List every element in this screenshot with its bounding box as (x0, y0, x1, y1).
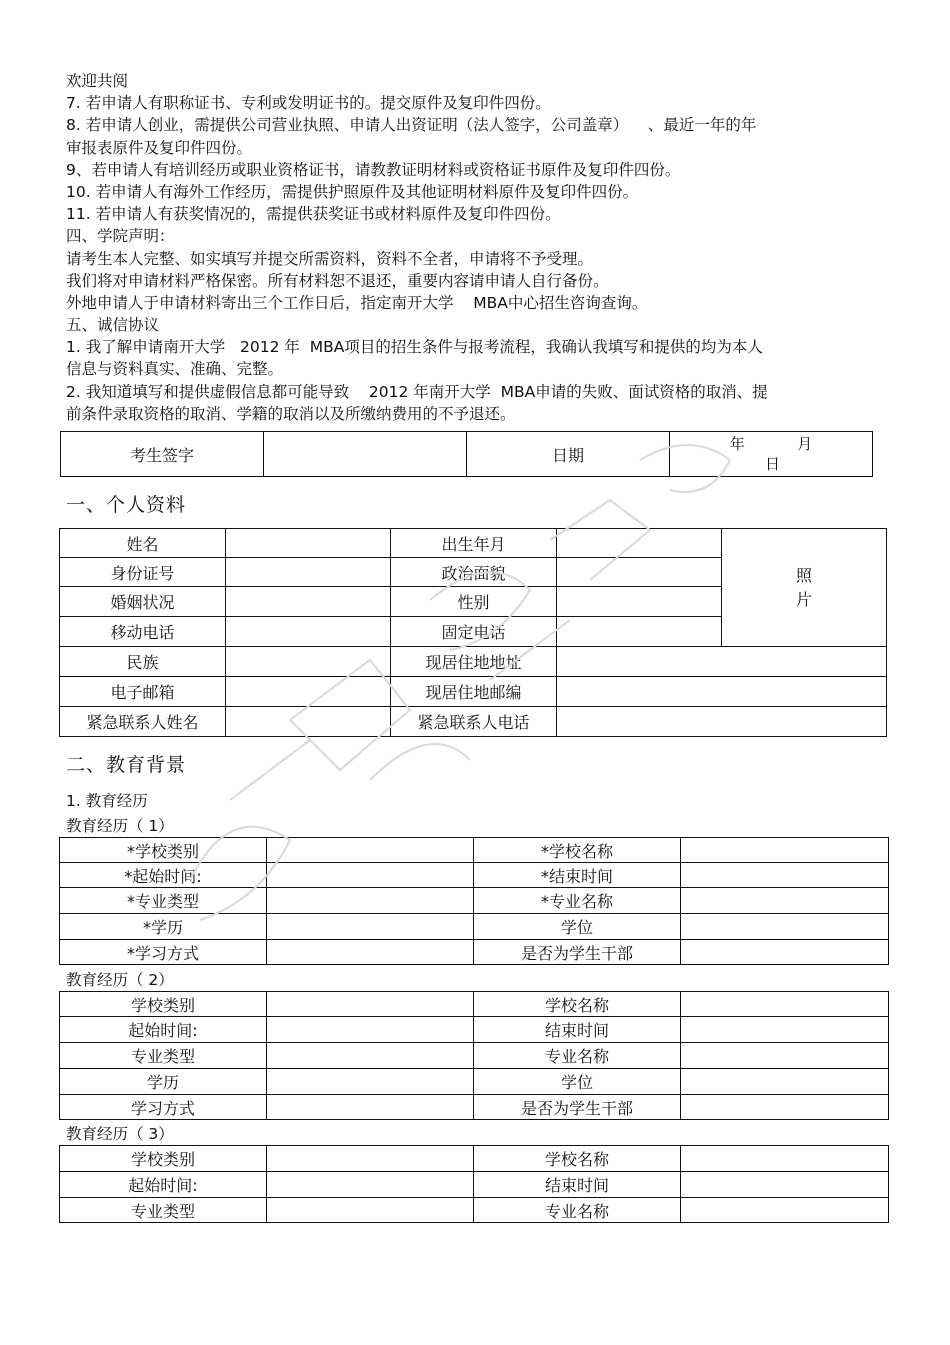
text-line: 外地申请人于申请材料寄出三个工作日后，指定南开大学 MBA中心招生咨询查询。 (66, 293, 648, 312)
text-line: 前条件录取资格的取消、学籍的取消以及所缴纳费用的不予退还。 (66, 404, 516, 423)
education-table-3 (59, 1145, 889, 1223)
field-label: 性别 (391, 587, 557, 617)
instruction-text (66, 70, 896, 425)
input-cell[interactable] (681, 888, 889, 914)
personal-info-table (59, 528, 887, 737)
text-line: 五、诚信协议 (66, 316, 160, 335)
input-cell[interactable] (267, 838, 474, 863)
photo-label: 片 (795, 589, 812, 609)
field-label: 学历 (60, 1069, 267, 1095)
photo-label: 照 (795, 565, 812, 585)
field-label: *专业名称 (474, 888, 681, 914)
input-cell[interactable] (557, 529, 722, 558)
input-cell[interactable] (267, 914, 474, 940)
field-label: 结束时间 (474, 1172, 681, 1198)
field-label: 专业名称 (474, 1198, 681, 1223)
input-cell[interactable] (681, 1146, 889, 1172)
field-label: *起始时间: (60, 863, 267, 888)
text-line: 1. 我了解申请南开大学 2012 年 MBA项目的招生条件与报考流程，我确认我填写和提供的均为本人 (66, 338, 763, 357)
signature-table (60, 431, 873, 477)
field-label: *学校类别 (60, 838, 267, 863)
text-line: 四、学院声明： (66, 227, 175, 246)
input-cell[interactable] (681, 940, 889, 965)
input-cell[interactable] (681, 1172, 889, 1198)
text-line: 信息与资料真实、准确、完整。 (66, 360, 284, 379)
field-label: 学位 (474, 1069, 681, 1095)
field-label: *学历 (60, 914, 267, 940)
field-label: 专业类型 (60, 1043, 267, 1069)
field-label: *学习方式 (60, 940, 267, 965)
input-cell[interactable] (267, 1043, 474, 1069)
input-cell[interactable] (557, 617, 722, 647)
text-line: 请考生本人完整、如实填写并提交所需资料，资料不全者，申请将不予受理。 (66, 249, 594, 268)
input-cell[interactable] (267, 992, 474, 1017)
field-label: 学校类别 (60, 992, 267, 1017)
section-education-title: 二、教育背景 (66, 754, 187, 776)
input-cell[interactable] (226, 647, 391, 677)
input-cell[interactable] (267, 888, 474, 914)
field-label: 民族 (60, 647, 226, 677)
field-label: 固定电话 (391, 617, 557, 647)
input-cell[interactable] (681, 1095, 889, 1120)
field-label: 学习方式 (60, 1095, 267, 1120)
input-cell[interactable] (267, 1146, 474, 1172)
field-label: *学校名称 (474, 838, 681, 863)
text-line: 9、若申请人有培训经历或职业资格证书，请教教证明材料或资格证书原件及复印件四份。 (66, 160, 681, 179)
field-label: 政治面貌 (391, 558, 557, 587)
field-label: 移动电话 (60, 617, 226, 647)
education-table-title: 教育经历（ 1） (66, 817, 174, 835)
education-heading: 1. 教育经历 (66, 792, 148, 810)
field-label: 学校名称 (474, 992, 681, 1017)
input-cell[interactable] (226, 707, 391, 737)
date-field[interactable] (670, 432, 873, 477)
input-cell[interactable] (226, 558, 391, 587)
field-label: 专业类型 (60, 1198, 267, 1223)
education-table-2 (59, 991, 889, 1120)
input-cell[interactable] (267, 940, 474, 965)
input-cell[interactable] (681, 1017, 889, 1043)
date-year-month: 年 月 (729, 435, 813, 453)
education-table-title: 教育经历（ 3） (66, 1125, 174, 1143)
field-label: 结束时间 (474, 1017, 681, 1043)
field-label: 学校类别 (60, 1146, 267, 1172)
photo-cell[interactable] (722, 529, 887, 647)
field-label: 紧急联系人电话 (391, 707, 557, 737)
text-line: 8. 若申请人创业，需提供公司营业执照、申请人出资证明（法人签字，公司盖章） 、最近一年的年 (66, 116, 757, 135)
field-label: 是否为学生干部 (474, 1095, 681, 1120)
field-label: 婚姻状况 (60, 587, 226, 617)
input-cell[interactable] (226, 529, 391, 558)
input-cell[interactable] (557, 647, 887, 677)
field-label: 是否为学生干部 (474, 940, 681, 965)
education-table-1 (59, 837, 889, 965)
input-cell[interactable] (267, 863, 474, 888)
signature-field[interactable] (264, 432, 467, 477)
text-line: 审报表原件及复印件四份。 (66, 138, 253, 157)
field-label: 电子邮箱 (60, 677, 226, 707)
field-label: 起始时间: (60, 1172, 267, 1198)
input-cell[interactable] (226, 677, 391, 707)
education-table-title: 教育经历（ 2） (66, 971, 174, 989)
input-cell[interactable] (557, 677, 887, 707)
field-label: 起始时间: (60, 1017, 267, 1043)
input-cell[interactable] (681, 992, 889, 1017)
field-label: 现居住地地址 (391, 647, 557, 677)
field-label: *结束时间 (474, 863, 681, 888)
field-label: 学位 (474, 914, 681, 940)
field-label: *专业类型 (60, 888, 267, 914)
text-line: 7. 若申请人有职称证书、专利或发明证书的。提交原件及复印件四份。 (66, 94, 551, 113)
field-label: 姓名 (60, 529, 226, 558)
text-line: 我们将对申请材料严格保密。所有材料恕不退还，重要内容请申请人自行备份。 (66, 271, 609, 290)
input-cell[interactable] (267, 1172, 474, 1198)
date-day: 日 (765, 455, 781, 473)
date-label: 日期 (467, 432, 670, 477)
input-cell[interactable] (681, 914, 889, 940)
input-cell[interactable] (226, 617, 391, 647)
input-cell[interactable] (681, 1198, 889, 1223)
input-cell[interactable] (557, 558, 722, 587)
field-label: 出生年月 (391, 529, 557, 558)
text-line: 欢迎共阅 (66, 72, 129, 90)
field-label: 身份证号 (60, 558, 226, 587)
input-cell[interactable] (681, 838, 889, 863)
field-label: 紧急联系人姓名 (60, 707, 226, 737)
input-cell[interactable] (557, 587, 722, 617)
text-line: 10. 若申请人有海外工作经历，需提供护照原件及其他证明材料原件及复印件四份。 (66, 182, 639, 201)
input-cell[interactable] (267, 1017, 474, 1043)
input-cell[interactable] (681, 1069, 889, 1095)
input-cell[interactable] (267, 1069, 474, 1095)
input-cell[interactable] (267, 1095, 474, 1120)
field-label: 专业名称 (474, 1043, 681, 1069)
signature-label: 考生签字 (61, 432, 264, 477)
field-label: 现居住地邮编 (391, 677, 557, 707)
input-cell[interactable] (226, 587, 391, 617)
input-cell[interactable] (267, 1198, 474, 1223)
section-personal-title: 一、个人资料 (66, 494, 187, 516)
field-label: 学校名称 (474, 1146, 681, 1172)
input-cell[interactable] (557, 707, 887, 737)
input-cell[interactable] (681, 1043, 889, 1069)
text-line: 2. 我知道填写和提供虚假信息都可能导致 2012 年南开大学 MBA申请的失败、面试资格的取消、提 (66, 382, 768, 401)
text-line: 11. 若申请人有获奖情况的，需提供获奖证书或材料原件及复印件四份。 (66, 205, 561, 224)
input-cell[interactable] (681, 863, 889, 888)
